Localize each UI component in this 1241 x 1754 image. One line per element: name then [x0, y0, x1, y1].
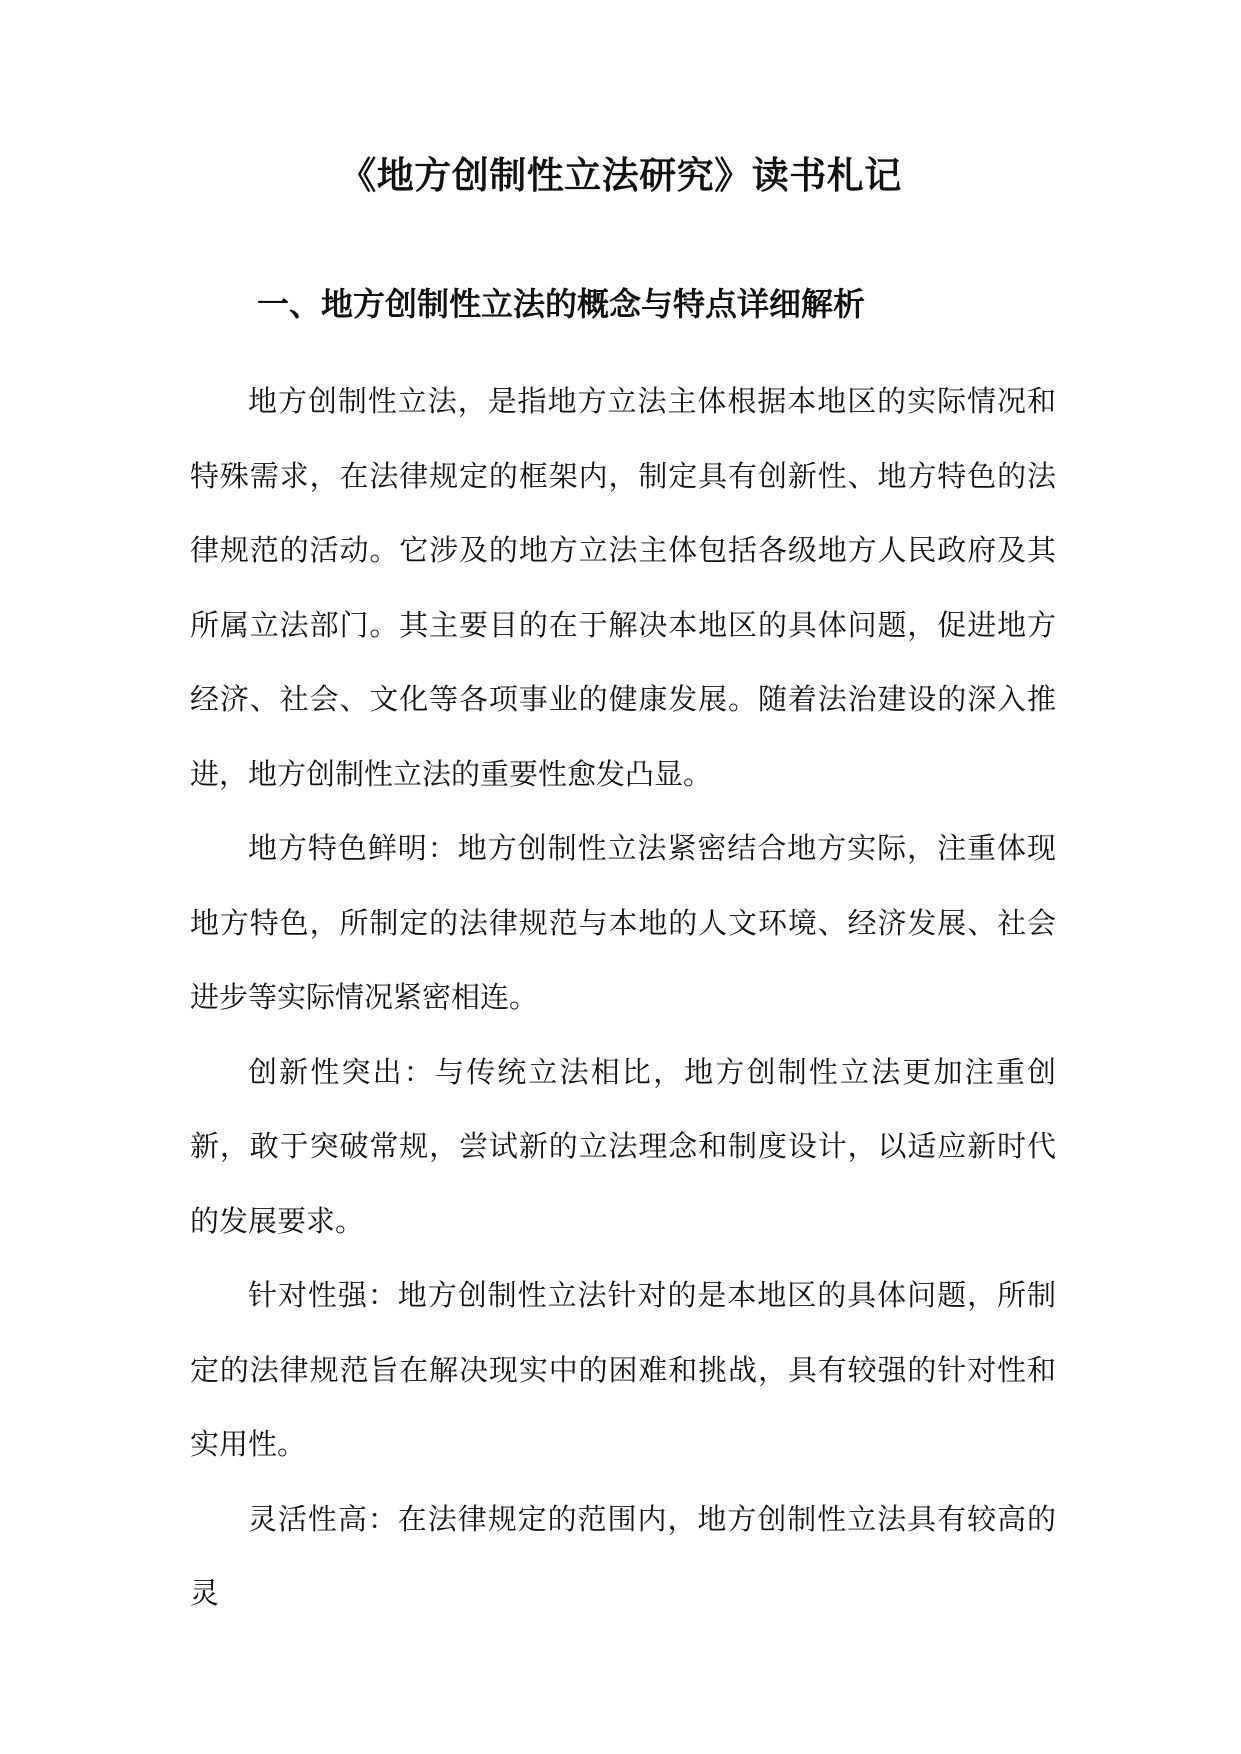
section-heading: 一、地方创制性立法的概念与特点详细解析: [257, 285, 866, 323]
paragraph-pertinence: 针对性强：地方创制性立法针对的是本地区的具体问题，所制定的法律规范旨在解决现实中的困难和挑战，具有较强的针对性和实用性。: [190, 1278, 1056, 1461]
paragraph-flexibility: 灵活性高：在法律规定的范围内，地方创制性立法具有较高的灵: [190, 1501, 1056, 1610]
document-title: 《地方创制性立法研究》读书札记: [339, 154, 902, 197]
paragraph-definition: 地方创制性立法，是指地方立法主体根据本地区的实际情况和特殊需求，在法律规定的框架内，制定具有创新性、地方特色的法律规范的活动。它涉及的地方立法主体包括各级地方人民政府及其所属立法部门。其主要目的在于解决本地区的具体问题，促进地方经济、社会、文化等各项事业的健康发展。随着法治建设的深入推进，地方创制性立法的重要性愈发凸显。: [190, 384, 1056, 791]
paragraph-local-characteristics: 地方特色鲜明：地方创制性立法紧密结合地方实际，注重体现地方特色，所制定的法律规范与本地的人文环境、经济发展、社会进步等实际情况紧密相连。: [190, 831, 1056, 1014]
body-text: [190, 364, 1056, 1631]
paragraph-innovation: 创新性突出：与传统立法相比，地方创制性立法更加注重创新，敢于突破常规，尝试新的立法理念和制度设计，以适应新时代的发展要求。: [190, 1054, 1056, 1238]
